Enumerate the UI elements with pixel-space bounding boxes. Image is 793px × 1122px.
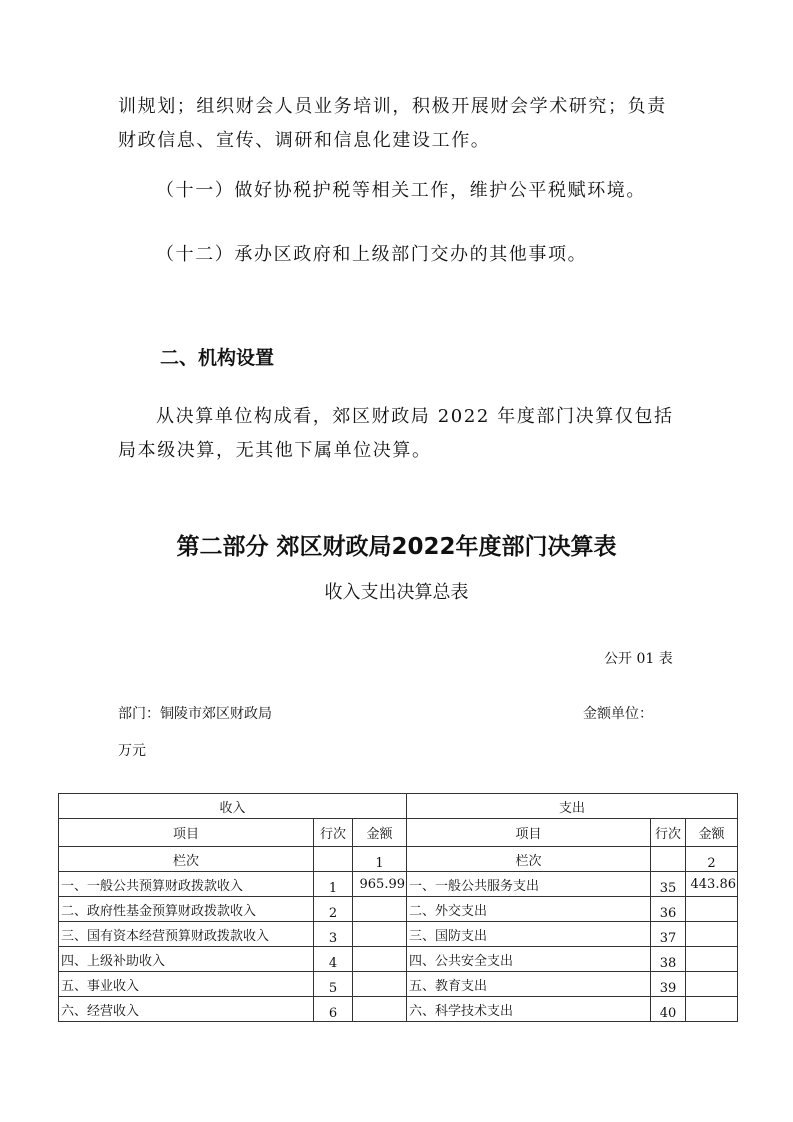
income-amount: [353, 947, 407, 972]
table-row: [59, 947, 738, 972]
income-item-header: 项目: [59, 819, 314, 847]
empty-cell: [651, 847, 686, 872]
part-title: 第二部分 郊区财政局2022年度部门决算表: [176, 534, 617, 560]
income-header: 收入: [59, 794, 407, 819]
paragraph-training: 训规划；组织财会人员业务培训，积极开展财会学术研究；负责财政信息、宣传、调研和信息化建设工作。: [118, 96, 667, 151]
expense-item-header: 项目: [407, 819, 651, 847]
income-row-header: 行次: [314, 819, 353, 847]
income-item: 四、上级补助收入: [59, 947, 314, 972]
income-item: 五、事业收入: [59, 972, 314, 997]
income-amount: 965.99: [353, 872, 407, 897]
unit-value: 万元: [118, 743, 146, 759]
expense-row-number: 38: [651, 947, 686, 972]
section-heading: 二、机构设置: [160, 347, 275, 369]
income-item: 六、经营收入: [59, 997, 314, 1022]
expense-amount: 443.86: [686, 872, 738, 897]
paragraph-structure: 从决算单位构成看，郊区财政局 2022 年度部门决算仅包括局本级决算，无其他下属单位决算。: [118, 406, 674, 461]
table-row: [59, 997, 738, 1022]
expense-column-number: 2: [686, 847, 738, 872]
income-amount: [353, 972, 407, 997]
table-row: [59, 972, 738, 997]
expense-item: 二、外交支出: [407, 897, 651, 922]
expense-item: 一、一般公共服务支出: [407, 872, 651, 897]
expense-column-label: 栏次: [407, 847, 651, 872]
expense-amount: [686, 972, 738, 997]
expense-row-number: 36: [651, 897, 686, 922]
table-column-header-row: [59, 819, 738, 847]
income-amount: [353, 922, 407, 947]
table-row: [59, 897, 738, 922]
income-row-number: 2: [314, 897, 353, 922]
expense-row-header: 行次: [651, 819, 686, 847]
paragraph-item-11: （十一）做好协税护税等相关工作，维护公平税赋环境。: [156, 180, 646, 201]
table-row: [59, 922, 738, 947]
income-item: 二、政府性基金预算财政拨款收入: [59, 897, 314, 922]
table-group-header-row: [59, 794, 738, 819]
income-row-number: 1: [314, 872, 353, 897]
empty-cell: [314, 847, 353, 872]
expense-row-number: 39: [651, 972, 686, 997]
income-row-number: 4: [314, 947, 353, 972]
expense-item: 四、公共安全支出: [407, 947, 651, 972]
income-row-number: 6: [314, 997, 353, 1022]
expense-row-number: 37: [651, 922, 686, 947]
income-amount: [353, 897, 407, 922]
income-expense-table: [58, 793, 738, 1022]
table-number: 公开 01 表: [604, 651, 673, 667]
table-title: 收入支出决算总表: [324, 582, 469, 603]
expense-amount-header: 金额: [686, 819, 738, 847]
expense-row-number: 40: [651, 997, 686, 1022]
paragraph-item-12: （十二）承办区政府和上级部门交办的其他事项。: [156, 244, 588, 265]
expense-amount: [686, 947, 738, 972]
expense-row-number: 35: [651, 872, 686, 897]
income-amount: [353, 997, 407, 1022]
expense-item: 三、国防支出: [407, 922, 651, 947]
income-row-number: 3: [314, 922, 353, 947]
table-row: [59, 872, 738, 897]
income-column-label: 栏次: [59, 847, 314, 872]
expense-header: 支出: [407, 794, 738, 819]
table-column-number-row: [59, 847, 738, 872]
expense-amount: [686, 997, 738, 1022]
income-amount-header: 金额: [353, 819, 407, 847]
department-label: 部门：铜陵市郊区财政局: [118, 706, 272, 722]
income-column-number: 1: [353, 847, 407, 872]
expense-amount: [686, 897, 738, 922]
expense-item: 五、教育支出: [407, 972, 651, 997]
unit-label: 金额单位：: [583, 706, 653, 722]
income-item: 一、一般公共预算财政拨款收入: [59, 872, 314, 897]
income-item: 三、国有资本经营预算财政拨款收入: [59, 922, 314, 947]
income-row-number: 5: [314, 972, 353, 997]
expense-amount: [686, 922, 738, 947]
expense-item: 六、科学技术支出: [407, 997, 651, 1022]
